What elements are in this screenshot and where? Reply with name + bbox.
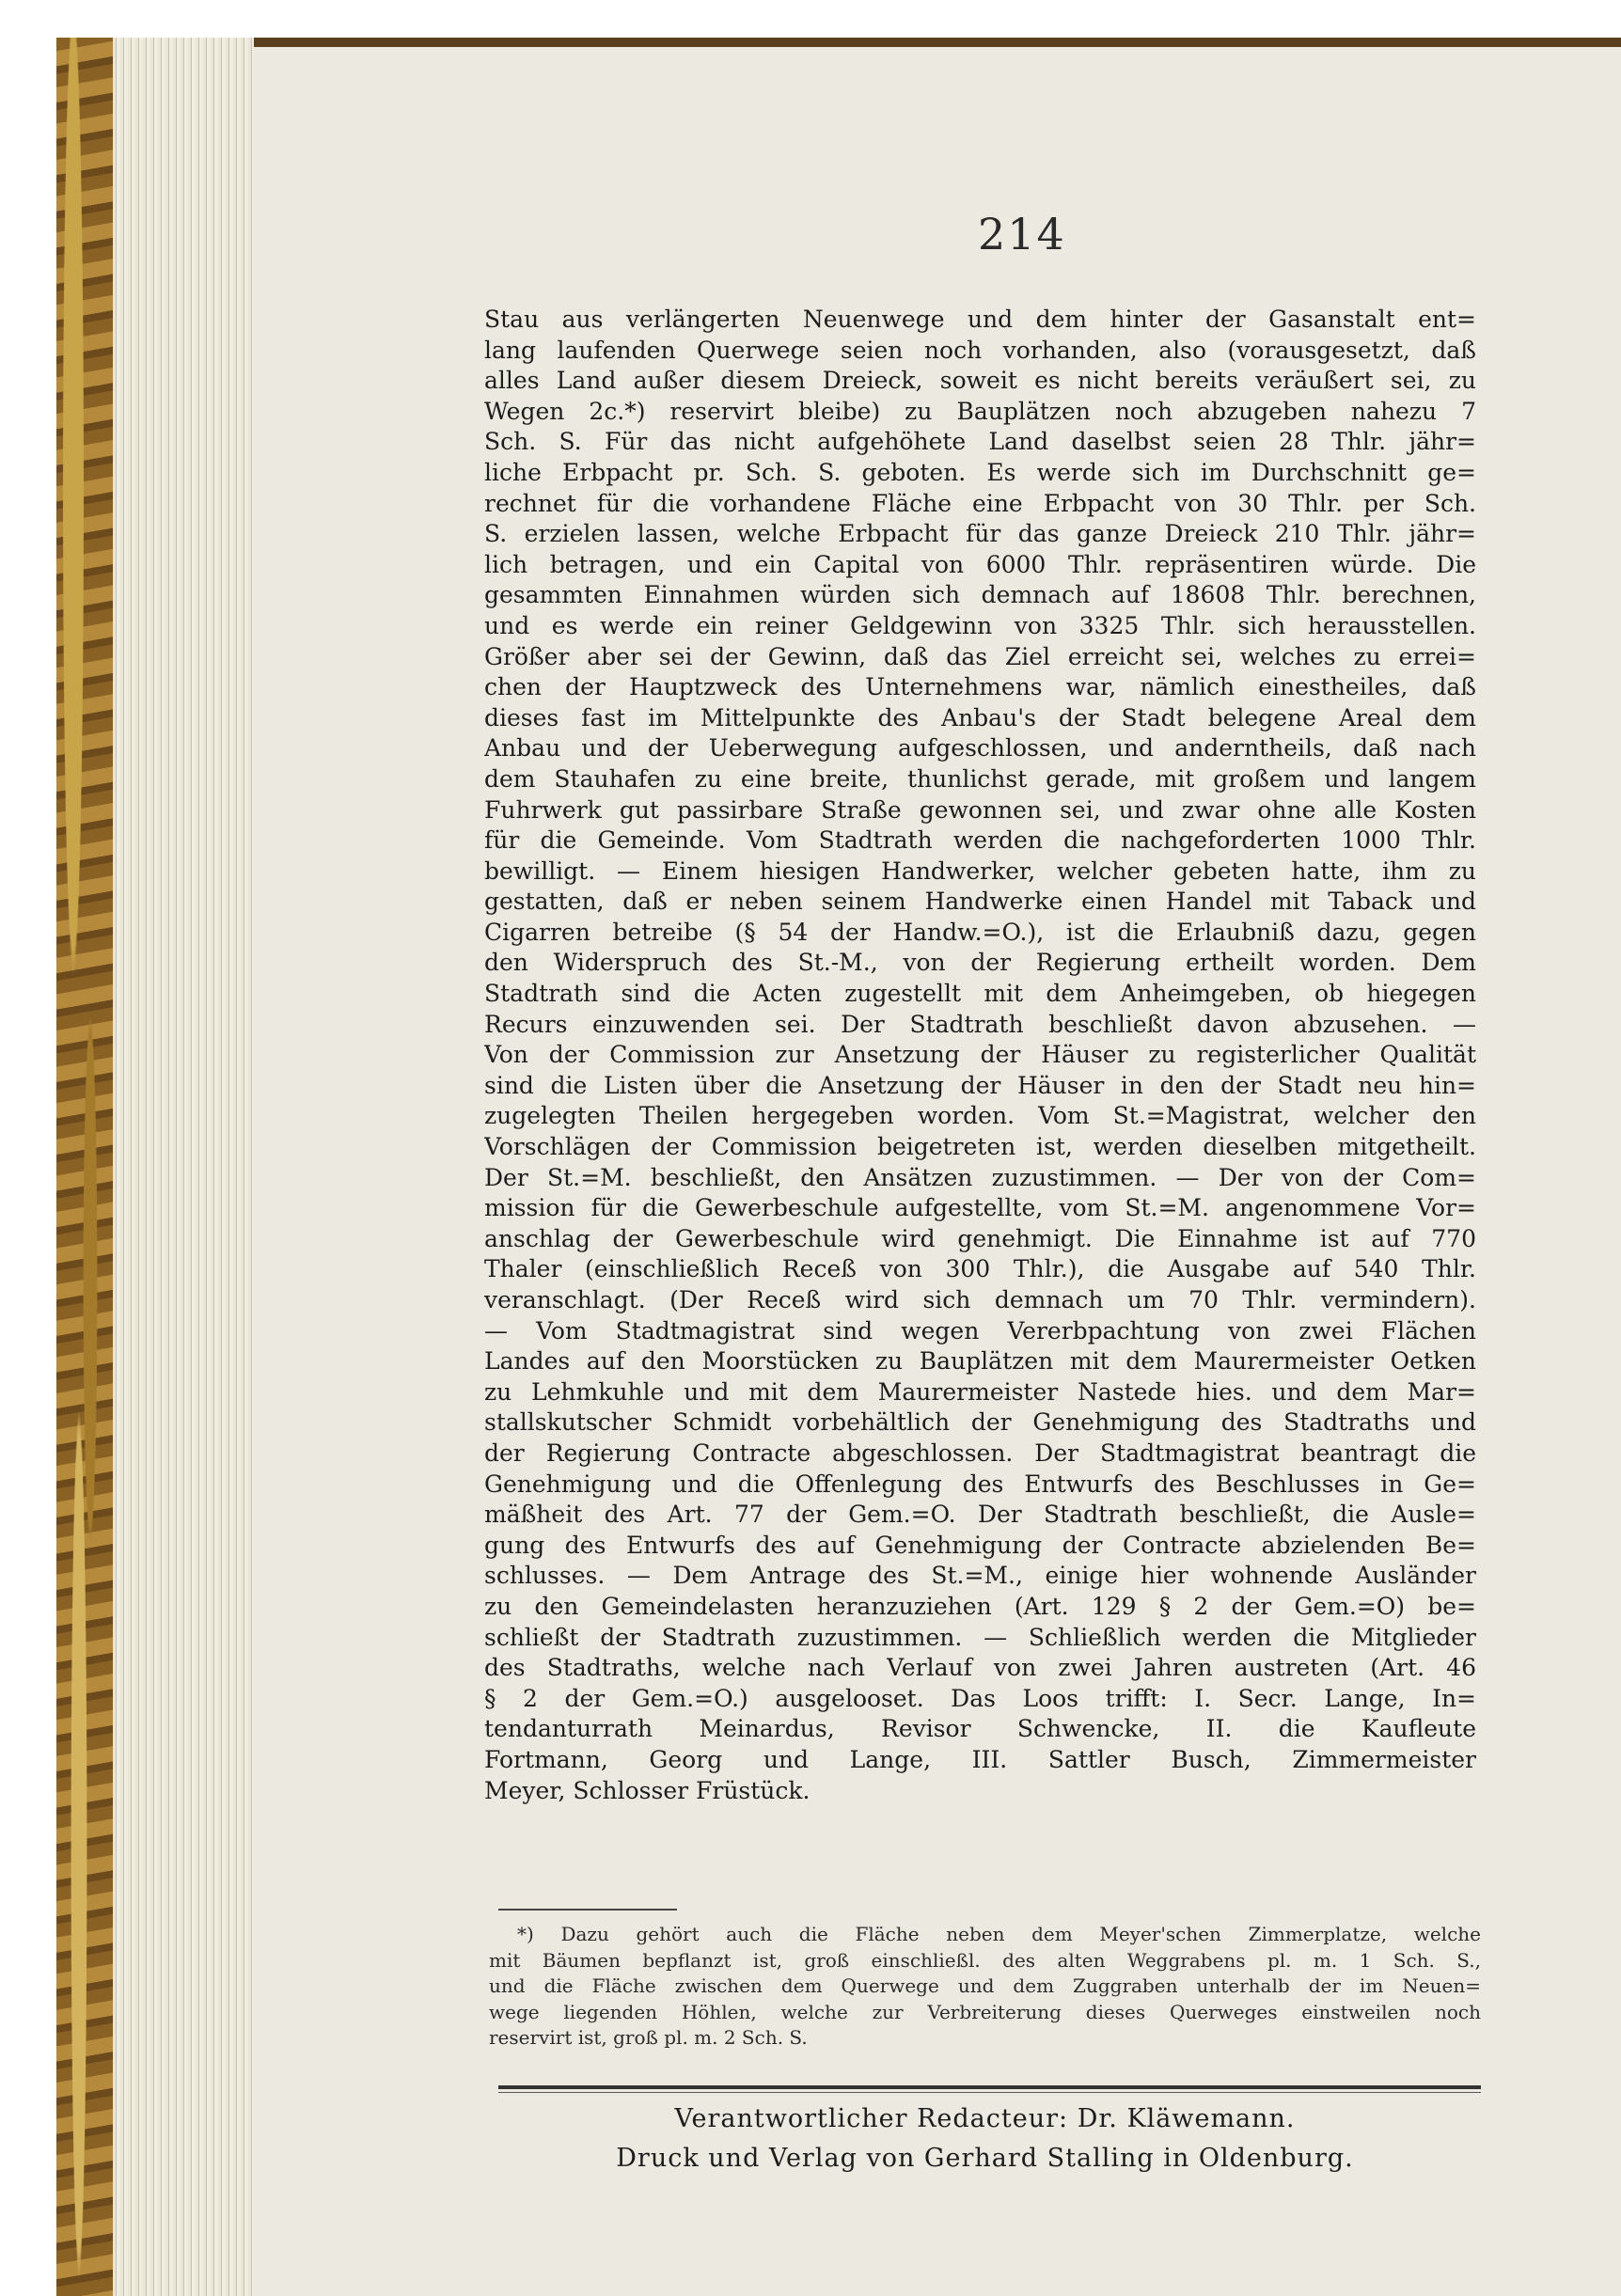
footnote-line: wege liegenden Höhlen, welche zur Verbreiterung dieses Querweges einstweilen noch [489,2000,1481,2023]
footnote-line: und die Fläche zwischen dem Querwege und dem Zuggraben unterhalb der im Neuen= [489,1974,1481,1997]
closing-rule-thick [498,2085,1481,2089]
marbled-edge [56,38,113,2296]
body-line: zu Lehmkuhle und mit dem Maurermeister Nastede hies. und dem Mar= [484,1377,1476,1406]
body-line: Der St.=M. beschließt, den Ansätzen zuzustimmen. — Der von der Com= [484,1163,1476,1191]
body-line: sind die Listen über die Ansetzung der Häuser in den der Stadt neu hin= [484,1071,1476,1099]
footnote-line: mit Bäumen bepflanzt ist, groß einschließl. des alten Weggrabens pl. m. 1 Sch. S., [489,1948,1481,1972]
footnote-rule [498,1909,677,1911]
body-line: mission für die Gewerbeschule aufgestellte, vom St.=M. angenommene Vor= [484,1194,1476,1222]
body-line: dieses fast im Mittelpunkte des Anbau's der Stadt belegene Areal dem [484,703,1476,731]
body-line: Recurs einzuwenden sei. Der Stadtrath beschließt davon abzusehen. — [484,1010,1476,1038]
footnote-line: reservirt ist, groß pl. m. 2 Sch. S. [489,2026,808,2049]
body-line: Anbau und der Ueberwegung aufgeschlossen, und anderntheils, daß nach [484,734,1476,763]
body-line: der Regierung Contracte abgeschlossen. Der Stadtmagistrat beantragt die [484,1439,1476,1467]
body-line: Meyer, Schlosser Früstück. [484,1776,810,1804]
body-line: — Vom Stadtmagistrat sind wegen Vererbpachtung von zwei Flächen [484,1316,1476,1345]
body-line: veranschlagt. (Der Receß wird sich demnach um 70 Thlr. vermindern). [484,1286,1476,1313]
body-line: Thaler (einschließlich Receß von 300 Thlr.), die Ausgabe auf 540 Thlr. [484,1255,1476,1283]
body-line: mäßheit des Art. 77 der Gem.=O. Der Stadtrath beschließt, die Ausle= [484,1501,1476,1529]
footnote-line: *) Dazu gehört auch die Fläche neben dem Meyer'schen Zimmerplatze, welche [517,1923,1481,1945]
body-line: Stadtrath sind die Acten zugestellt mit dem Anheimgeben, ob hiegegen [484,980,1476,1008]
body-line: Wegen 2c.*) reservirt bleibe) zu Bauplätzen noch abzugeben nahezu 7 [484,397,1476,425]
body-line: Von der Commission zur Ansetzung der Häuser zu registerlicher Qualität [484,1041,1476,1069]
body-line: dem Stauhafen zu eine breite, thunlichst gerade, mit großem und langem [484,764,1476,793]
editor-credit: Verantwortlicher Redacteur: Dr. Kläwemann. [674,2104,1296,2133]
body-line: Landes auf den Moorstücken zu Bauplätzen mit dem Maurermeister Oetken [484,1347,1476,1376]
body-line: Stau aus verlängerten Neuenwege und dem hinter der Gasanstalt ent= [484,306,1476,333]
body-line: Genehmigung und die Offenlegung des Entwurfs des Beschlusses in Ge= [484,1470,1476,1498]
body-line: § 2 der Gem.=O.) ausgelooset. Das Loos trifft: I. Secr. Lange, In= [484,1684,1476,1712]
body-line: zu den Gemeindelasten heranzuziehen (Art. 129 § 2 der Gem.=O) be= [484,1592,1476,1620]
body-line: Fuhrwerk gut passirbare Straße gewonnen sei, und zwar ohne alle Kosten [484,795,1476,824]
body-line: für die Gemeinde. Vom Stadtrath werden die nachgeforderten 1000 Thlr. [484,826,1476,855]
body-line: rechnet für die vorhandene Fläche eine Erbpacht von 30 Thlr. per Sch. [484,489,1476,517]
body-line: alles Land außer diesem Dreieck, soweit es nicht bereits veräußert sei, zu [484,367,1476,395]
body-line: lich betragen, und ein Capital von 6000 Thlr. repräsentiren würde. Die [484,550,1476,578]
body-text [484,305,1476,1806]
footnote [489,1922,1481,2052]
body-line: lang laufenden Querwege seien noch vorhanden, also (vorausgesetzt, daß [484,336,1476,364]
body-line: des Stadtraths, welche nach Verlauf von zwei Jahren austreten (Art. 46 [484,1654,1476,1682]
body-line: gung des Entwurfs des auf Genehmigung der Contracte abzielenden Be= [484,1531,1476,1559]
body-line: Cigarren betreibe (§ 54 der Handw.=O.), ist die Erlaubniß dazu, gegen [484,918,1476,946]
body-line: und es werde ein reiner Geldgewinn von 3325 Thlr. sich herausstellen. [484,611,1476,639]
printer-credit: Druck und Verlag von Gerhard Stalling in Oldenburg. [616,2144,1354,2173]
page-stack-edge [113,38,254,2296]
body-line: Fortmann, Georg und Lange, III. Sattler Busch, Zimmermeister [484,1745,1476,1773]
body-line: liche Erbpacht pr. Sch. S. geboten. Es werde sich im Durchschnitt ge= [484,458,1476,486]
body-line: Größer aber sei der Gewinn, daß das Ziel erreicht sei, welches zu errei= [484,642,1476,670]
body-line: bewilligt. — Einem hiesigen Handwerker, welcher gebeten hatte, ihm zu [484,857,1476,885]
body-line: den Widerspruch des St.-M., von der Regierung ertheilt worden. Dem [484,949,1476,977]
body-line: gesammten Einnahmen würden sich demnach auf 18608 Thlr. berechnen, [484,581,1476,609]
body-line: Sch. S. Für das nicht aufgehöhete Land daselbst seien 28 Thlr. jähr= [484,428,1476,456]
body-line: tendanturrath Meinardus, Revisor Schwencke, II. die Kaufleute [484,1715,1476,1743]
body-line: gestatten, daß er neben seinem Handwerke einen Handel mit Taback und [484,888,1476,916]
body-line: schlusses. — Dem Antrage des St.=M., einige hier wohnende Ausländer [484,1562,1476,1590]
page-number: 214 [978,209,1066,259]
body-line: S. erzielen lassen, welche Erbpacht für das ganze Dreieck 210 Thlr. jähr= [484,520,1476,548]
body-line: stallskutscher Schmidt vorbehältlich der Genehmigung des Stadtraths und [484,1408,1476,1437]
closing-rule-thin [498,2092,1481,2093]
body-line: schließt der Stadtrath zuzustimmen. — Schließlich werden die Mitglieder [484,1623,1476,1651]
body-line: anschlag der Gewerbeschule wird genehmigt. Die Einnahme ist auf 770 [484,1224,1476,1252]
body-line: chen der Hauptzweck des Unternehmens war, nämlich einestheiles, daß [484,673,1476,701]
body-line: zugelegten Theilen hergegeben worden. Vom St.=Magistrat, welcher den [484,1102,1476,1130]
body-line: Vorschlägen der Commission beigetreten ist, werden dieselben mitgetheilt. [484,1133,1476,1161]
